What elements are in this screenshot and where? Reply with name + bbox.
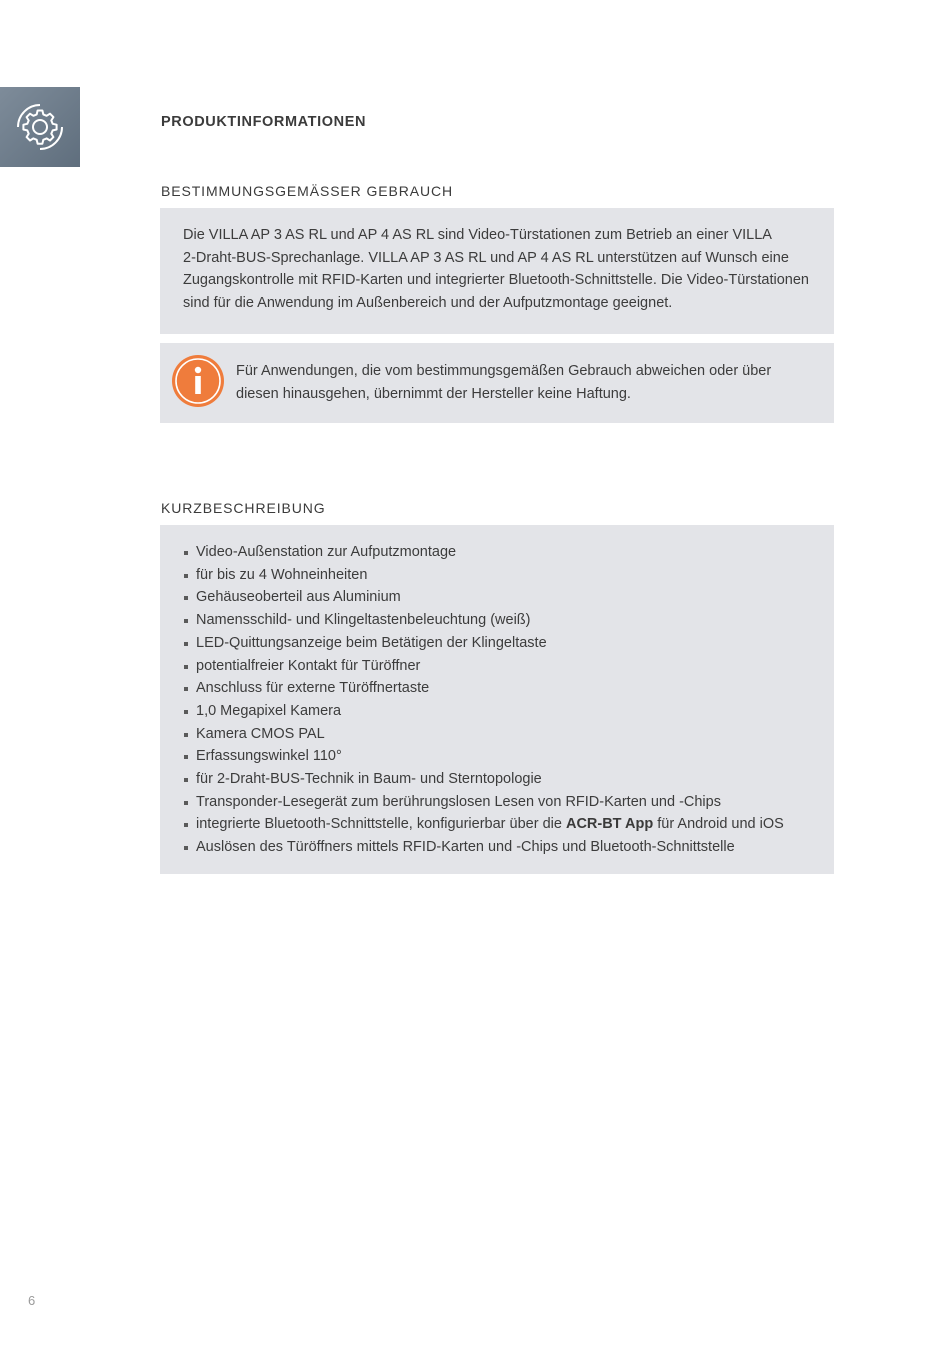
notice-line: diesen hinausgehen, übernimmt der Hersteller keine Haftung. [236, 385, 631, 402]
page-number: 6 [28, 1293, 36, 1308]
list-item: LED-Quittungsanzeige beim Betätigen der Klingeltaste [183, 632, 814, 655]
usage-box [160, 208, 834, 334]
list-item-bluetooth [183, 813, 814, 836]
notice-box [160, 343, 834, 423]
list-item: potentialfreier Kontakt für Türöffner [183, 655, 814, 678]
bt-item-before: integrierte Bluetooth-Schnittstelle, konfigurierbar über die [196, 816, 562, 833]
bt-item-after: für Android und iOS [657, 816, 784, 833]
usage-text [183, 224, 820, 315]
usage-line: sind für die Anwendung im Außenbereich und der Aufputzmontage geeignet. [183, 295, 673, 312]
list-item: 1,0 Megapixel Kamera [183, 700, 814, 723]
list-item: Gehäuseoberteil aus Aluminium [183, 586, 814, 609]
info-icon [171, 354, 225, 408]
list-item: für bis zu 4 Wohneinheiten [183, 564, 814, 587]
notice-line: Für Anwendungen, die vom bestimmungsgemäßen Gebrauch abweichen oder über [236, 363, 772, 379]
usage-line: Die VILLA AP 3 AS RL und AP 4 AS RL sind Video-Türstationen zum Betrieb an einer VILLA [183, 227, 772, 243]
features-list [183, 541, 814, 859]
usage-heading: BESTIMMUNGSGEMÄSSER GEBRAUCH [161, 183, 454, 199]
notice-text [236, 360, 816, 405]
list-item: Auslösen des Türöffners mittels RFID-Karten und -Chips und Bluetooth-Schnittstelle [183, 836, 814, 859]
features-box [160, 525, 834, 874]
list-item: Video-Außenstation zur Aufputzmontage [183, 541, 814, 564]
list-item: für 2-Draht-BUS-Technik in Baum- und Sterntopologie [183, 768, 814, 791]
app-name: ACR-BT App [565, 816, 654, 833]
page-title: PRODUKTINFORMATIONEN [161, 114, 367, 130]
list-item: Erfassungswinkel 110° [183, 745, 814, 768]
usage-line: Zugangskontrolle mit RFID-Karten und integrierter Bluetooth-Schnittstelle. Die Video-Türstationen [183, 272, 809, 289]
list-item: Anschluss für externe Türöffnertaste [183, 677, 814, 700]
gear-icon [12, 99, 68, 155]
usage-line: 2-Draht-BUS-Sprechanlage. VILLA AP 3 AS RL und AP 4 AS RL unterstützen auf Wunsch eine [183, 249, 789, 266]
section-tab [0, 87, 80, 167]
list-item: Namensschild- und Klingeltastenbeleuchtung (weiß) [183, 609, 814, 632]
description-heading: KURZBESCHREIBUNG [161, 500, 326, 516]
list-item: Kamera CMOS PAL [183, 723, 814, 746]
list-item: Transponder-Lesegerät zum berührungslosen Lesen von RFID-Karten und -Chips [183, 791, 814, 814]
